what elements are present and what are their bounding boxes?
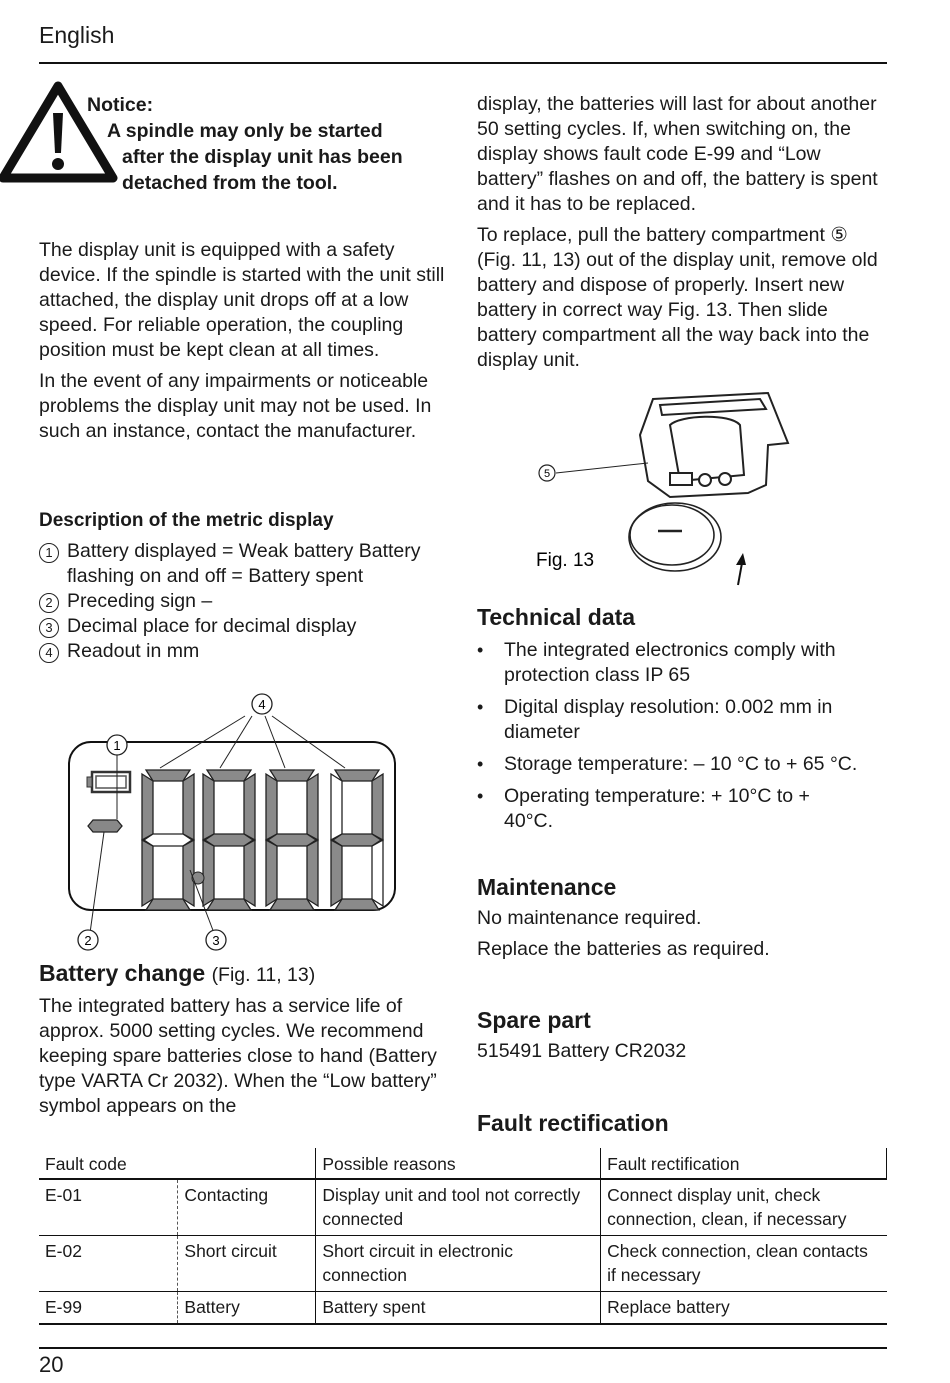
metric-display-diagram bbox=[60, 688, 410, 958]
table-row bbox=[39, 1292, 887, 1325]
cell-fix: Check connection, clean contacts if necessary bbox=[601, 1236, 887, 1292]
technical-data-section bbox=[477, 602, 887, 841]
maintenance-line-1: No maintenance required. bbox=[477, 907, 702, 929]
header-rule bbox=[39, 62, 887, 64]
header-fault-rectification: Fault rectification bbox=[601, 1148, 887, 1179]
metric-item: 4 Readout in mm bbox=[39, 639, 451, 664]
battery-compartment-figure bbox=[530, 385, 800, 590]
battery-change-section bbox=[39, 958, 451, 1125]
figure-label: Fig. 13 bbox=[536, 550, 595, 571]
replace-paragraph: To replace, pull the battery compartment ⑤ (Fig. 11, 13) out of the display unit, remove old battery and dispose of properly. Insert new battery in correct way Fig. 13. Then slide battery compartment all the way back into the display unit. bbox=[477, 224, 878, 371]
cell-code: E-02 bbox=[39, 1236, 178, 1292]
fault-table bbox=[39, 1148, 887, 1325]
figure-callout-2: 2 bbox=[84, 933, 92, 948]
tech-item: • Operating temperature: + 10°C to + 40°C. bbox=[477, 785, 810, 832]
cell-reason: Display unit and tool not correctly connected bbox=[316, 1179, 601, 1236]
maintenance-section bbox=[477, 872, 887, 968]
notice-line-2: after the display unit has been bbox=[122, 146, 403, 168]
metric-item: 3 Decimal place for decimal display bbox=[39, 614, 451, 639]
coin-battery-icon bbox=[629, 503, 721, 571]
battery-change-title: Battery change bbox=[39, 960, 206, 986]
callout-1-icon: 1 bbox=[39, 543, 59, 563]
callout-4-icon: 4 bbox=[39, 643, 59, 663]
callout-3-icon: 3 bbox=[39, 618, 59, 638]
battery-cycles-paragraph: display, the batteries will last for about another 50 setting cycles. If, when switching on, the display shows fault code E-99 and “Low battery” flashes on and off, the battery is spent and it has to be replaced. bbox=[477, 93, 878, 215]
cell-name: Short circuit bbox=[178, 1236, 316, 1292]
cell-fix: Connect display unit, check connection, clean, if necessary bbox=[601, 1179, 887, 1236]
header-possible-reasons: Possible reasons bbox=[316, 1148, 601, 1179]
cell-reason: Battery spent bbox=[316, 1292, 601, 1325]
table-row bbox=[39, 1179, 887, 1236]
figure-callout-5: 5 bbox=[543, 468, 551, 480]
tech-item: • Digital display resolution: 0.002 mm in diameter bbox=[477, 696, 833, 743]
cell-code: E-99 bbox=[39, 1292, 178, 1325]
notice-block bbox=[87, 92, 403, 196]
cell-name: Contacting bbox=[178, 1179, 316, 1236]
page-number: 20 bbox=[39, 1352, 64, 1377]
figure-callout-1: 1 bbox=[113, 738, 121, 753]
spare-part-title: Spare part bbox=[477, 1007, 591, 1033]
cell-code: E-01 bbox=[39, 1179, 178, 1236]
battery-change-ref: (Fig. 11, 13) bbox=[211, 964, 316, 986]
technical-data-title: Technical data bbox=[477, 604, 636, 630]
maintenance-line-2: Replace the batteries as required. bbox=[477, 938, 770, 960]
footer-rule bbox=[39, 1347, 887, 1349]
cell-name: Battery bbox=[178, 1292, 316, 1325]
battery-change-text: The integrated battery has a service life of approx. 5000 setting cycles. We recommend keeping spare batteries close to hand (Battery type VARTA Cr 2032). When the “Low battery” symbol appears on the bbox=[39, 995, 437, 1117]
fault-rectification-heading-block bbox=[477, 1108, 887, 1138]
callout-2-icon: 2 bbox=[39, 593, 59, 613]
cell-reason: Short circuit in electronic connection bbox=[316, 1236, 601, 1292]
minus-sign-icon bbox=[88, 820, 122, 832]
notice-line-3: detached from the tool. bbox=[122, 172, 338, 194]
tech-item: • The integrated electronics comply with protection class IP 65 bbox=[477, 639, 836, 686]
maintenance-title: Maintenance bbox=[477, 874, 617, 900]
right-column bbox=[477, 92, 887, 379]
table-header-row bbox=[39, 1148, 887, 1179]
safety-paragraph: The display unit is equipped with a safety device. If the spindle is started with the unit still attached, the display unit drops off at a low speed. For reliable operation, the coupling position must be kept clean at all times. bbox=[39, 239, 445, 361]
spare-part-section bbox=[477, 1005, 887, 1070]
figure-callout-3: 3 bbox=[212, 933, 220, 948]
metric-item: 2 Preceding sign – bbox=[39, 589, 451, 614]
battery-symbol-icon bbox=[87, 772, 130, 792]
fault-rectification-title: Fault rectification bbox=[477, 1110, 669, 1136]
decimal-point-icon bbox=[192, 872, 204, 884]
impairments-paragraph: In the event of any impairments or noticeable problems the display unit may not be used. In such an instance, contact the manufacturer. bbox=[39, 370, 432, 442]
arrow-up-icon bbox=[736, 553, 746, 565]
cell-fix: Replace battery bbox=[601, 1292, 887, 1325]
table-row bbox=[39, 1236, 887, 1292]
page-header-language: English bbox=[39, 22, 115, 48]
header-fault-code: Fault code bbox=[39, 1148, 316, 1179]
left-column bbox=[39, 238, 451, 450]
spare-part-text: 515491 Battery CR2032 bbox=[477, 1040, 687, 1062]
metric-item: 1 Battery displayed = Weak battery Battery flashing on and off = Battery spent bbox=[39, 539, 451, 589]
metric-description bbox=[39, 508, 451, 664]
metric-heading: Description of the metric display bbox=[39, 510, 334, 531]
tech-item: • Storage temperature: – 10 °C to + 65 °C. bbox=[477, 753, 858, 775]
notice-line-1: A spindle may only be started bbox=[107, 120, 383, 142]
figure-callout-4: 4 bbox=[258, 697, 266, 712]
notice-title: Notice: bbox=[87, 94, 154, 116]
